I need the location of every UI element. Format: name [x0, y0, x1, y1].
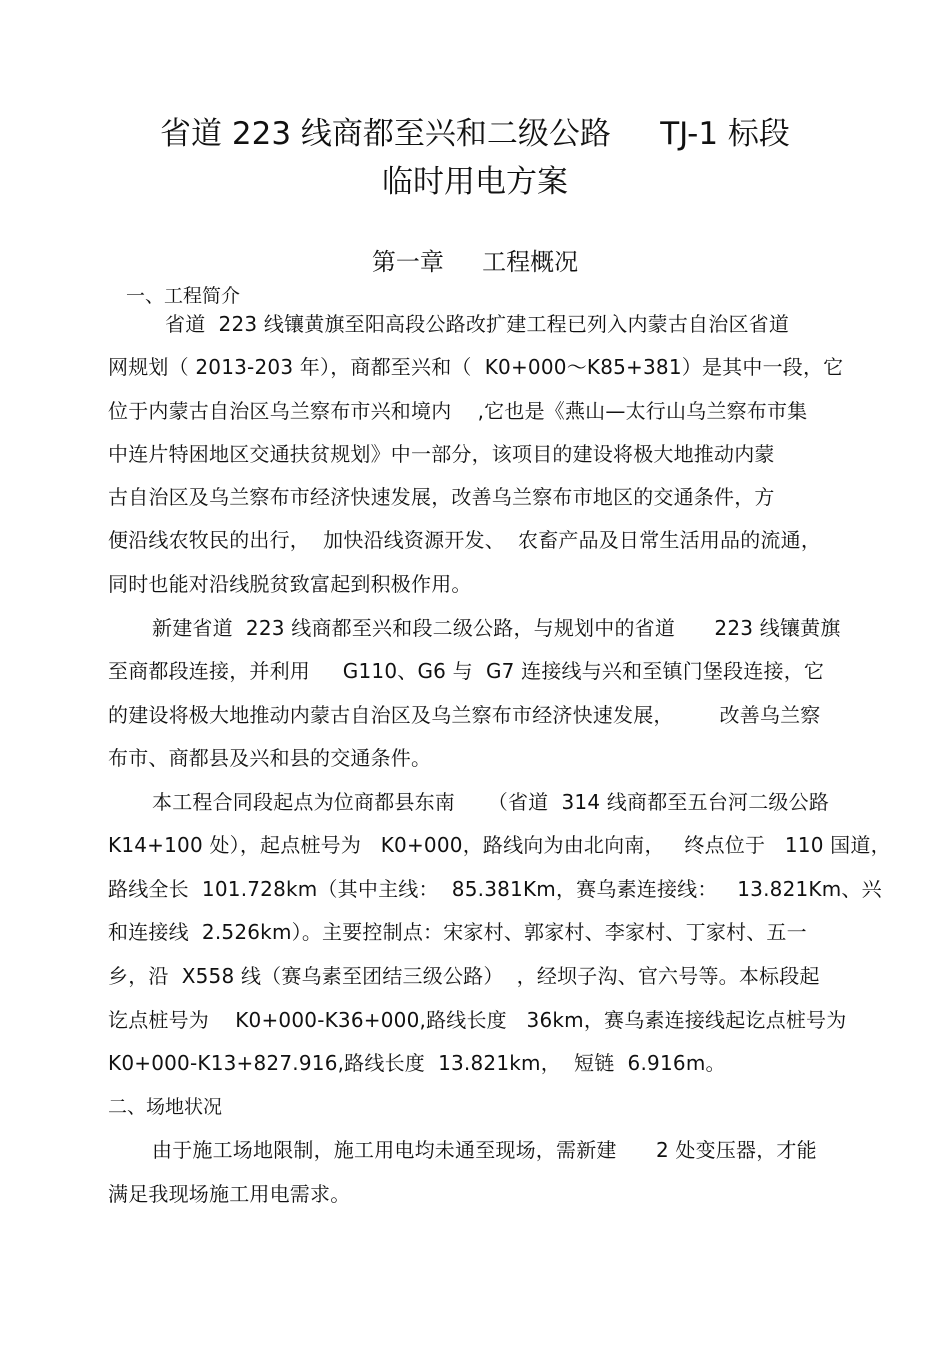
- section-heading-site-conditions: 二、场地状况: [108, 1096, 223, 1118]
- paragraph-line: 网规划（ 2013-203 年），商都至兴和（ K0+000～K85+381）是其中一段，它: [108, 355, 844, 379]
- paragraph-line: 同时也能对沿线脱贫致富起到积极作用。: [108, 572, 472, 596]
- paragraph-line: 讫点桩号为 K0+000-K36+000,路线长度 36km，赛乌素连接线起讫点桩号为: [108, 1008, 847, 1032]
- paragraph-line: 省道 223 线镶黄旗至阳高段公路改扩建工程已列入内蒙古自治区省道: [165, 312, 790, 336]
- paragraph-line: K14+100 处），起点桩号为 K0+000，路线向为由北向南， 终点位于 110 国道，: [108, 833, 891, 857]
- section-heading-project-overview: 一、工程简介: [126, 285, 241, 307]
- paragraph-line: 便沿线农牧民的出行， 加快沿线资源开发、 农畜产品及日常生活用品的流通，: [108, 528, 822, 552]
- paragraph-line: 由于施工场地限制，施工用电均未通至现场，需新建 2 处变压器，才能: [152, 1138, 817, 1162]
- paragraph-line: 新建省道 223 线商都至兴和段二级公路，与规划中的省道 223 线镶黄旗: [152, 616, 841, 640]
- paragraph-line: K0+000-K13+827.916,路线长度 13.821km， 短链 6.916m。: [108, 1051, 726, 1075]
- paragraph-line: 路线全长 101.728km（其中主线： 85.381Km，赛乌素连接线： 13.821Km、兴: [108, 877, 882, 901]
- chapter-heading: 第一章 工程概况: [371, 248, 579, 276]
- paragraph-line: 和连接线 2.526km）。主要控制点：宋家村、郭家村、李家村、丁家村、五一: [108, 920, 807, 944]
- paragraph-line: 至商都段连接，并利用 G110、G6 与 G7 连接线与兴和至镇门堡段连接，它: [108, 659, 825, 683]
- paragraph-line: 的建设将极大地推动内蒙古自治区及乌兰察布市经济快速发展， 改善乌兰察: [108, 703, 821, 727]
- paragraph-line: 乡，沿 X558 线（赛乌素至团结三级公路） ，经坝子沟、官六号等。本标段起: [108, 964, 820, 988]
- paragraph-line: 本工程合同段起点为位商都县东南 （省道 314 线商都至五台河二级公路: [152, 790, 830, 814]
- paragraph-line: 古自治区及乌兰察布市经济快速发展，改善乌兰察布市地区的交通条件，方: [108, 485, 775, 509]
- paragraph-line: 布市、商都县及兴和县的交通条件。: [108, 746, 432, 770]
- document-title-line-1: 省道 223 线商都至兴和二级公路 TJ-1 标段: [160, 116, 790, 152]
- paragraph-line: 满足我现场施工用电需求。: [108, 1182, 351, 1206]
- document-title-line-2: 临时用电方案: [382, 164, 568, 200]
- paragraph-line: 中连片特困地区交通扶贫规划》中一部分，该项目的建设将极大地推动内蒙: [108, 442, 775, 466]
- paragraph-line: 位于内蒙古自治区乌兰察布市兴和境内 ,它也是《燕山—太行山乌兰察布市集: [108, 399, 808, 423]
